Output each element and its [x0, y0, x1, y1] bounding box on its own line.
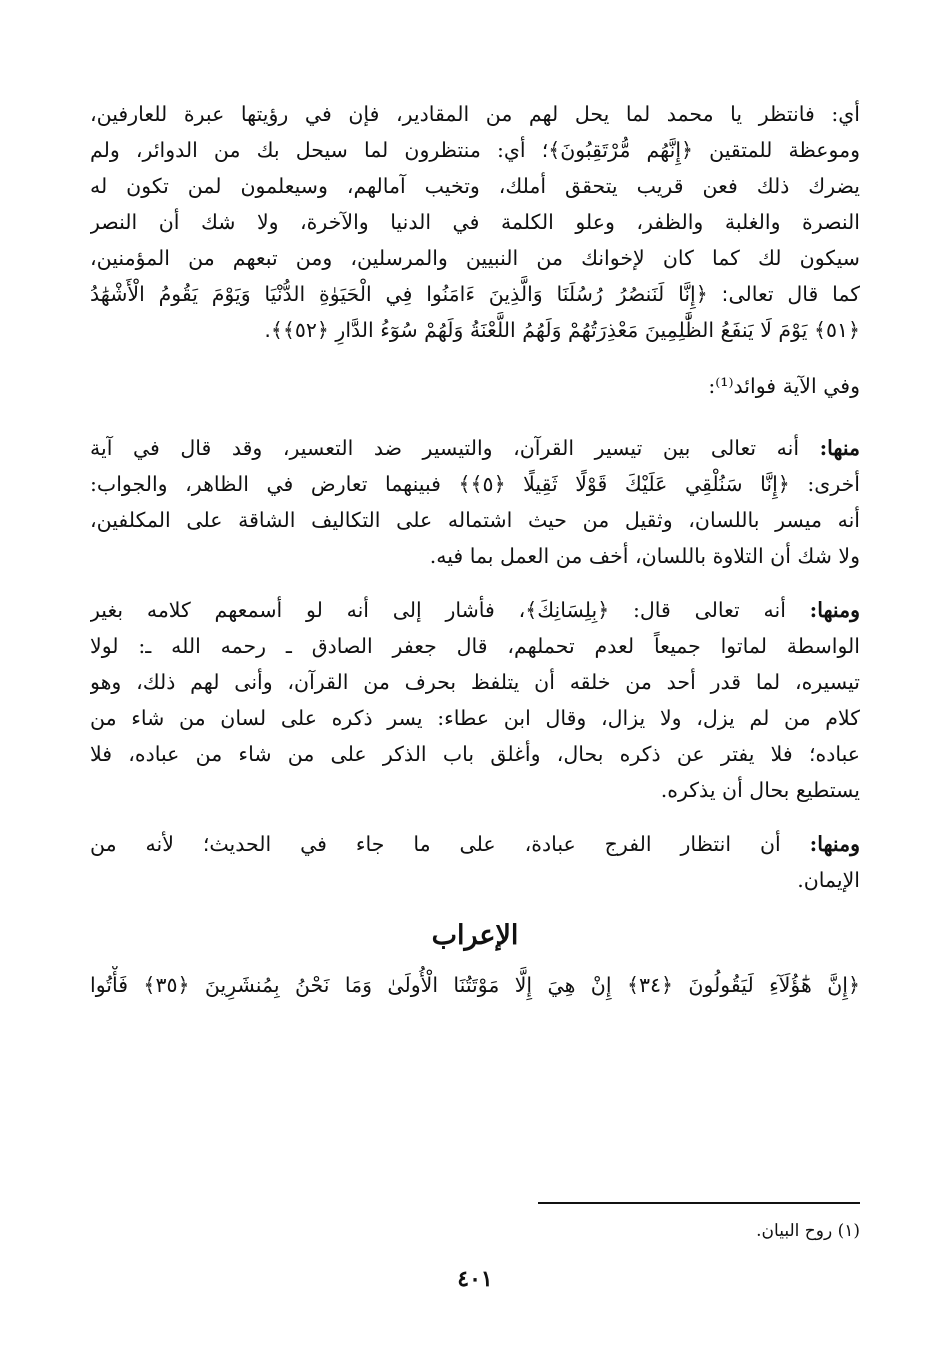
text-line: وفي الآية فوائد⁽¹⁾:	[708, 374, 860, 398]
text-line: كلام من لم يزل، ولا يزال، وقال ابن عطاء: يسر ذكره على لسان من شاء من	[90, 706, 860, 730]
page-number: ٤٠١	[457, 1266, 493, 1292]
text-line	[90, 592, 860, 628]
benefit-paragraph-1	[90, 430, 860, 574]
benefit-lead: ومنها:	[809, 832, 860, 856]
benefit-lead: ومنها:	[809, 598, 860, 622]
text-line: تيسيره، لما قدر أحد من خلقه أن يتلفظ بحرف من القرآن، وأنى لهم ذلك، وهو	[90, 670, 860, 694]
text-line-rest: أن انتظار الفرج عبادة، على ما جاء في الحديث؛ لأنه من	[90, 832, 810, 856]
text-line: وموعظة للمتقين ﴿إِنَّهُم مُّرْتَقِبُونَ﴾؛ أي: منتظرون لما سيحل بك من الدوائر، ولم	[90, 138, 860, 162]
text-line: يستطيع بحال أن يذكره.	[660, 778, 860, 802]
text-line	[90, 826, 860, 862]
text-line-rest: أنه تعالى قال: ﴿بِلِسَانِكَ﴾، فأشار إلى أنه لو أسمعهم كلامه بغير	[90, 598, 810, 622]
benefit-paragraph-3	[90, 826, 860, 898]
section-heading: الإعراب	[431, 920, 519, 951]
quran-verse-line: كما قال تعالى: ﴿إِنَّا لَنَنصُرُ رُسُلَنَا وَالَّذِينَ ءَامَنُوا فِي الْحَيَوٰةِ الدُّنْيَا وَيَوْمَ يَقُومُ الْأَشْهَٰدُ	[90, 282, 860, 306]
text-line: أي: فانتظر يا محمد لما يحل لهم من المقادير، فإن في رؤيتها عبرة للعارفين،	[90, 102, 860, 126]
text-line: يضرك ذلك فعن قريب يتحقق أملك، وتخيب آمالهم، وسيعلمون لمن تكون له	[90, 174, 860, 198]
text-line: الإيمان.	[797, 868, 860, 892]
paragraph-1	[90, 96, 860, 348]
quran-verse-line: ﴿٥١﴾ يَوْمَ لَا يَنفَعُ الظَّٰلِمِينَ مَعْذِرَتُهُمْ وَلَهُمُ اللَّعْنَةُ وَلَهُمْ سُوٓءُ الدَّارِ ﴿٥٢﴾﴾.	[264, 318, 860, 342]
quran-verse-line: ﴿إِنَّ هَٰٓؤُلَآءِ لَيَقُولُونَ ﴿٣٤﴾ إِنْ هِيَ إِلَّا مَوْتَتُنَا الْأُولَىٰ وَمَا نَحْنُ بِمُنشَرِينَ ﴿٣٥﴾ فَأْتُوا	[90, 973, 860, 997]
text-line: أخرى: ﴿إِنَّا سَنُلْقِي عَلَيْكَ قَوْلًا ثَقِيلًا ﴿٥﴾﴾ فبينهما تعارض في الظاهر، والجواب:	[90, 472, 860, 496]
text-line: عباده؛ فلا يفتر عن ذكره بحال، وأغلق باب الذكر على من شاء من عباده، فلا	[90, 742, 860, 766]
text-line: النصرة والغلبة والظفر، وعلو الكلمة في الدنيا والآخرة، ولا شك أن النصر	[90, 210, 860, 234]
book-page	[90, 96, 860, 1326]
text-line	[90, 430, 860, 466]
footnote: (١) روح البيان.	[756, 1221, 860, 1241]
benefit-paragraph-2	[90, 592, 860, 808]
text-line: الواسطة لماتوا جميعاً لعدم تحملهم، قال جعفر الصادق ـ رحمه الله ـ: لولا	[90, 634, 860, 658]
footnote-divider	[538, 1202, 860, 1204]
text-line: أنه ميسر باللسان، وثقيل من حيث اشتماله على التكاليف الشاقة على المكلفين،	[90, 508, 860, 532]
text-line-rest: أنه تعالى بين تيسير القرآن، والتيسير ضد التعسير، وقد قال في آية	[90, 436, 820, 460]
benefits-intro	[90, 368, 860, 404]
text-line: سيكون لك كما كان لإخوانك من النبيين والمرسلين، ومن تبعهم من المؤمنين،	[90, 246, 860, 270]
benefit-lead: منها:	[819, 436, 860, 460]
text-line: ولا شك أن التلاوة باللسان، أخف من العمل بما فيه.	[429, 544, 860, 568]
